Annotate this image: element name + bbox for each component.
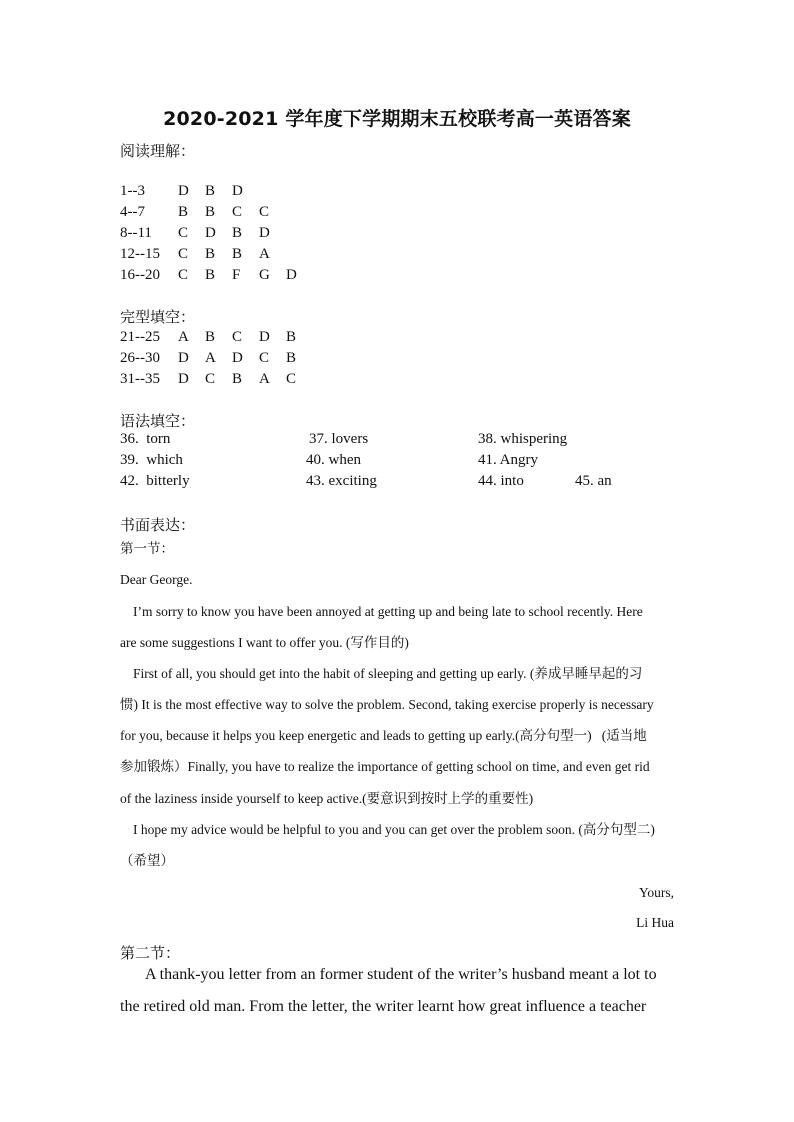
page-title: 2020-2021 学年度下学期期末五校联考高一英语答案 [163,108,631,130]
answer-letter: C [178,225,189,241]
answer-row [120,202,420,222]
grammar-answer: 41. Angry [478,452,538,468]
answer-letter: A [259,246,270,262]
letter-line: I’m sorry to know you have been annoyed at getting up and being late to school recently. Here [133,604,643,619]
section2-heading: 第二节： [120,944,181,962]
answer-letter: B [205,246,216,262]
grammar-answer: 43. exciting [306,473,377,489]
letter-line: 参加锻炼）Finally, you have to realize the importance of getting school on time, and even get rid [120,759,650,774]
answer-letter: C [232,204,243,220]
answer-letter: D [259,329,270,345]
letter-line: I hope my advice would be helpful to you and you can get over the problem soon. (高分句型二) [133,822,655,837]
answer-row [120,244,420,264]
answer-letter: A [259,371,270,387]
letter-signature: Li Hua [636,915,674,930]
answer-letter: A [205,350,216,366]
section1-heading: 第一节： [120,541,174,557]
grammar-answer: 39. which [120,452,183,468]
answer-letter: B [286,350,297,366]
answer-letter: C [178,267,189,283]
answer-letter: D [205,225,216,241]
answer-row [120,223,420,243]
answer-letter: D [178,183,189,199]
answer-letter: D [286,267,297,283]
answer-letter: G [259,267,270,283]
letter-salutation: Dear George. [120,572,193,587]
answer-letter: B [232,371,243,387]
grammar-heading: 语法填空： [120,412,196,430]
question-range: 12--15 [120,246,160,262]
question-range: 16--20 [120,267,160,283]
answer-letter: C [205,371,216,387]
grammar-answer: 40. when [306,452,361,468]
grammar-answer: 45. an [575,473,612,489]
answer-letter: B [205,329,216,345]
grammar-answer: 42. bitterly [120,473,190,489]
grammar-answer: 44. into [478,473,524,489]
question-range: 26--30 [120,350,160,366]
reading-heading: 阅读理解： [120,142,196,160]
answer-letter: C [286,371,297,387]
answer-letter: B [205,183,216,199]
answer-row [120,265,420,285]
letter-closing: Yours, [638,885,674,900]
answer-letter: C [178,246,189,262]
answer-letter: D [232,350,243,366]
grammar-answer: 36. torn [120,431,171,447]
answer-letter: B [178,204,189,220]
answer-letter: C [259,350,270,366]
answer-letter: A [178,329,189,345]
letter-line: are some suggestions I want to offer you. (写作目的) [120,635,409,650]
answer-letter: C [259,204,270,220]
grammar-answer: 37. lovers [309,431,369,447]
answer-letter: B [232,246,243,262]
grammar-answer: 38. whispering [478,431,568,447]
answer-row [120,327,420,347]
cloze-heading: 完型填空： [120,308,196,326]
summary-line: the retired old man. From the letter, the writer learnt how great influence a teacher [120,998,647,1015]
answer-letter: B [286,329,297,345]
answer-row [120,369,420,389]
question-range: 31--35 [120,371,160,387]
question-range: 21--25 [120,329,160,345]
letter-line: 惯) It is the most effective way to solve the problem. Second, taking exercise properly is necessary [120,697,654,712]
answer-letter: D [178,350,189,366]
answer-letter: D [232,183,243,199]
answer-letter: B [232,225,243,241]
answer-letter: B [205,267,216,283]
answer-letter: F [232,267,241,283]
answer-letter: D [178,371,189,387]
letter-line: （希望） [120,853,174,868]
letter-line: of the laziness inside yourself to keep active.(要意识到按时上学的重要性) [120,791,534,806]
answer-letter: B [205,204,216,220]
question-range: 1--3 [120,183,145,199]
letter-line: First of all, you should get into the habit of sleeping and getting up early. (养成早睡早起的习 [133,666,643,681]
summary-line: A thank-you letter from an former student of the writer’s husband meant a lot to [145,966,657,983]
answer-letter: C [232,329,243,345]
answer-row [120,348,420,368]
letter-line: for you, because it helps you keep energetic and leads to getting up early.(高分句型一) (适当地 [120,728,647,743]
answer-letter: D [259,225,270,241]
question-range: 8--11 [120,225,152,241]
answer-row [120,181,420,201]
writing-heading: 书面表达： [120,516,196,534]
question-range: 4--7 [120,204,145,220]
